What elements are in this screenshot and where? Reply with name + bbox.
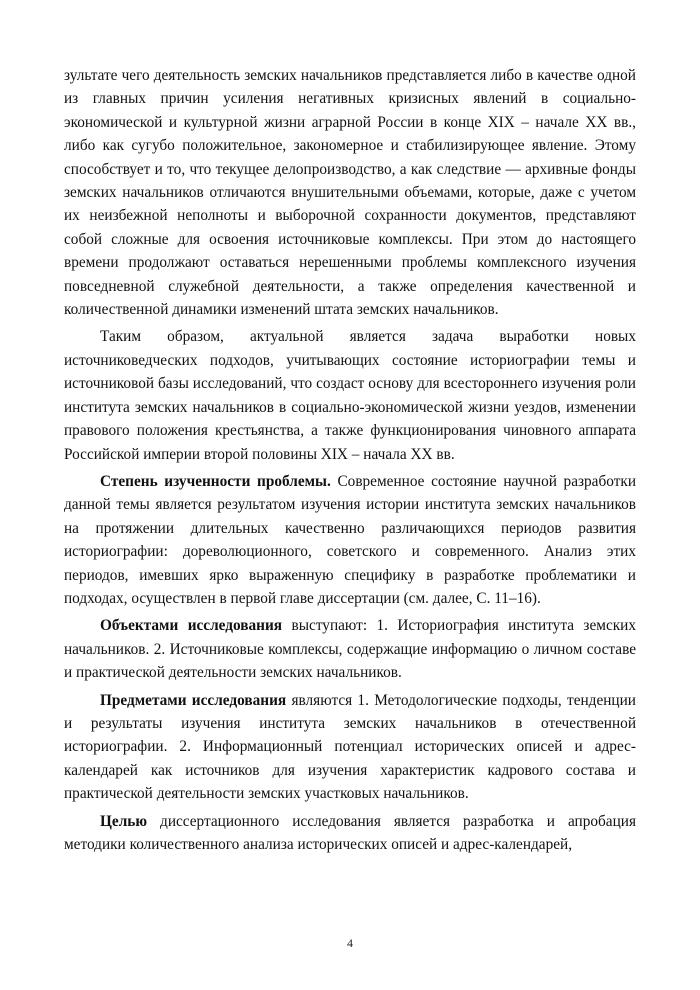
paragraph-lead: Степень изученности проблемы. (100, 472, 331, 490)
paragraph-lead: Целью (100, 812, 148, 830)
paragraph-lead: Предметами исследования (100, 691, 287, 709)
paragraph-goal: Целью диссертационного исследования является разработка и апробация методики количественного анализа исторических описей и адрес-календарей, (64, 812, 636, 853)
page-number: 4 (347, 936, 353, 950)
body-text (64, 64, 636, 856)
paragraph-subjects: Предметами исследования являются 1. Методологические подходы, тенденции и результаты изучения института земских начальников в отечественной историографии. 2. Информационный потенциал исторических описей и адрес-календарей как источников для изучения характеристик кадрового состава и практической деятельности земских участковых начальников. (64, 691, 636, 803)
paragraph-degree-of-study: Степень изученности проблемы. Современное состояние научной разработки данной темы является результатом изучения истории института земских начальников на протяжении длительных качественно различающихся периодов развития историографии: дореволюционного, советского и современного. Анализ этих периодов, имевших ярко выраженную специфику в разработке проблематики и подходах, осуществлен в первой главе диссертации (см. далее, С. 11–16). (64, 472, 637, 607)
paragraph-continuation: зультате чего деятельность земских начальников представляется либо в качестве одной из главных причин усиления негативных кризисных явлений в социально-экономической и культурной жизни аграрной России в конце XIX – начале XX вв., либо как сугубо положительное, закономерное и стабилизирующее явление. Этому способствует и то, что текущее делопроизводство, а как следствие — архивные фонды земских начальников отличаются внушительными объемами, которые, даже с учетом их неизбежной неполноты и выборочной сохранности документов, представляют собой сложные для освоения источниковые комплексы. При этом до настоящего времени продолжают оставаться нерешенными проблемы комплексного изучения повседневной служебной деятельности, а также определения качественной и количественной динамики изменений штата земских начальников. (64, 67, 636, 319)
paragraph-relevance: Таким образом, актуальной является задача выработки новых источниковедческих подходов, учитывающих состояние историографии темы и источниковой базы исследований, что создаст основу для всестороннего изучения роли института земских начальников в социально-экономической жизни уездов, изменении правового положения крестьянства, а также функционирования чиновного аппарата Российской империи второй половины XIX – начала XX вв. (64, 328, 636, 463)
paragraph-objects: Объектами исследования выступают: 1. Историография института земских начальников. 2. Источниковые комплексы, содержащие информацию о личном составе и практической деятельности земских начальников. (64, 617, 636, 682)
paragraph-lead: Объектами исследования (100, 617, 283, 635)
